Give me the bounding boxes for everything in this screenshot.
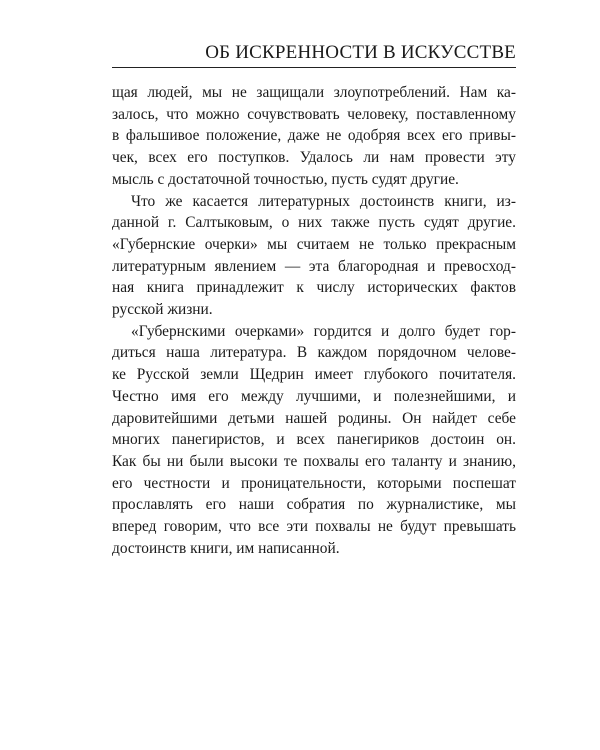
text-line: многих панегиристов, и всех панегириков достоин он. xyxy=(112,431,516,449)
text-line: «Губернскими очерками» гордится и долго будет гор- xyxy=(131,322,516,340)
text-line: диться наша литература. В каждом порядочном челове- xyxy=(112,344,516,362)
header-rule xyxy=(112,67,516,68)
paragraph-2 xyxy=(112,191,516,321)
text-line: даровитейшими детьми нашей родины. Он найдет себе xyxy=(112,409,516,427)
text-line: вперед говорим, что все эти похвалы не будут превышать xyxy=(112,518,516,536)
text-line: Как бы ни были высоки те похвалы его таланту и знанию, xyxy=(112,452,516,470)
text-line: Честно имя его между лучшими, и полезнейшими, и xyxy=(112,387,516,405)
body-text xyxy=(112,82,516,559)
text-line: мысль с достаточной точностью, пусть судят другие. xyxy=(112,170,459,188)
text-line: Что же касается литературных достоинств книги, из- xyxy=(131,192,516,210)
text-line: данной г. Салтыковым, о них также пусть судят другие. xyxy=(112,214,516,232)
text-line: его честности и проницательности, которыми поспешат xyxy=(112,474,516,492)
text-line: залось, что можно сочувствовать человеку, поставленному xyxy=(112,105,516,123)
text-line: ная книга принадлежит к числу исторических фактов xyxy=(112,279,516,297)
paragraph-3 xyxy=(112,321,516,560)
text-line: чек, всех его поступков. Удалось ли нам провести эту xyxy=(112,149,516,167)
text-line: в фальшивое положение, даже не одобряя всех его привы- xyxy=(112,127,516,145)
text-line: ке Русской земли Щедрин имеет глубокого почитателя. xyxy=(112,366,516,384)
text-line: литературным явлением — эта благородная и превосход- xyxy=(112,257,516,275)
text-line: русской жизни. xyxy=(112,301,213,319)
running-head-title: ОБ ИСКРЕННОСТИ В ИСКУССТВЕ xyxy=(205,42,516,63)
text-line: прославлять его наши собратия по журналистике, мы xyxy=(112,496,516,514)
text-line: щая людей, мы не защищали злоупотреблений. Нам ка- xyxy=(112,84,516,101)
paragraph-1 xyxy=(112,82,516,191)
text-line: достоинств книги, им написанной. xyxy=(112,539,340,557)
text-line: «Губернские очерки» мы считаем не только прекрасным xyxy=(112,235,516,253)
